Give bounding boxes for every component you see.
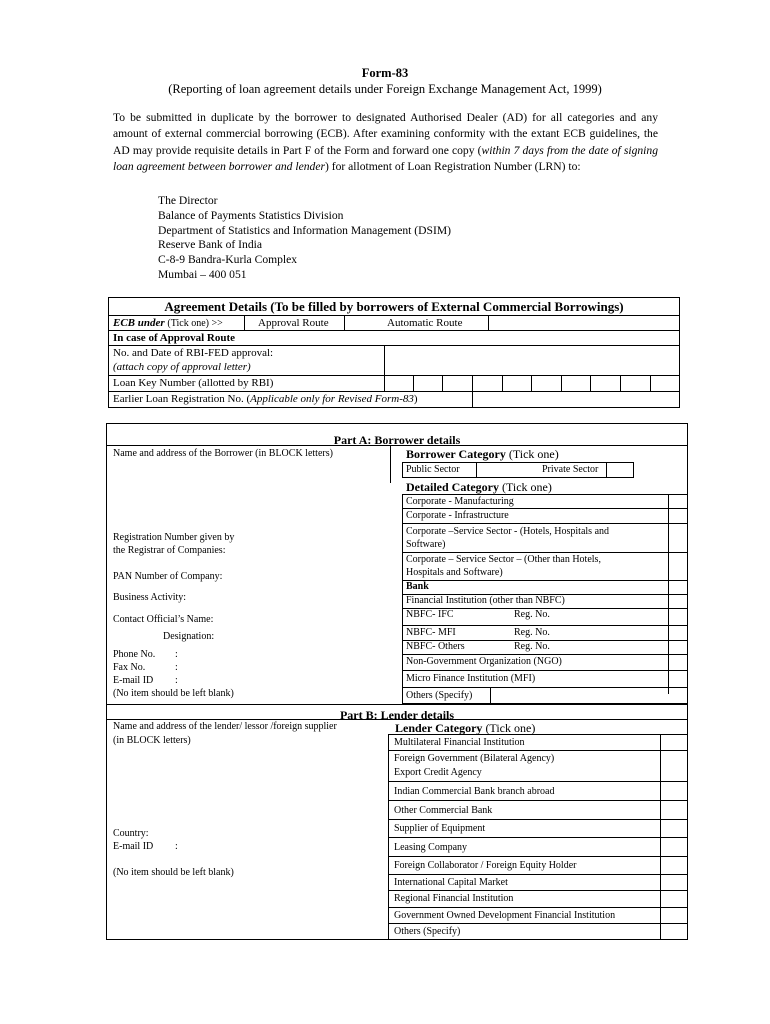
detailed-category-label xyxy=(406,480,552,495)
lender-indian-bank-abroad-option[interactable]: Indian Commercial Bank branch abroad xyxy=(394,786,555,797)
lender-name-label-cont: (in BLOCK letters) xyxy=(113,735,191,746)
lender-leasing-company-option[interactable]: Leasing Company xyxy=(394,842,468,853)
others-specify-option[interactable]: Others (Specify) xyxy=(406,690,473,701)
lender-email-colon: : xyxy=(175,841,178,852)
corp-service-other-option-cont: Hospitals and Software) xyxy=(406,567,503,578)
bank-option[interactable]: Bank xyxy=(406,581,429,592)
corp-service-hotels-option[interactable]: Corporate –Service Sector - (Hotels, Hospitals and xyxy=(406,526,610,537)
fax-colon: : xyxy=(175,662,178,673)
intro-paragraph xyxy=(113,110,658,176)
form-subtitle: (Reporting of loan agreement details under Foreign Exchange Management Act, 1999) xyxy=(168,82,602,96)
corp-service-hotels-option-cont: Software) xyxy=(406,539,446,550)
business-activity-label: Business Activity: xyxy=(113,592,187,603)
address-line: Balance of Payments Statistics Division xyxy=(158,208,344,222)
email-label: E-mail ID xyxy=(113,675,154,686)
lender-name-label: Name and address of the lender/ lessor /foreign supplier xyxy=(113,721,337,732)
corp-service-other-option[interactable]: Corporate – Service Sector – (Other than Hotels, xyxy=(406,554,601,565)
financial-institution-option[interactable]: Financial Institution (other than NBFC) xyxy=(406,595,565,606)
agreement-header: Agreement Details (To be filled by borrowers of External Commercial Borrowings) xyxy=(164,299,624,314)
corp-manufacturing-option[interactable]: Corporate - Manufacturing xyxy=(406,496,514,507)
fax-label: Fax No. xyxy=(113,662,146,673)
part-b-title: Part B: Lender details xyxy=(339,708,455,722)
part-a-header xyxy=(106,431,688,449)
intro-text-2: ) for allotment of Loan Registration Number (LRN) to: xyxy=(324,160,581,174)
automatic-route-option[interactable]: Automatic Route xyxy=(387,317,463,329)
rbi-fed-label: No. and Date of RBI-FED approval: xyxy=(113,347,274,359)
private-sector-option[interactable]: Private Sector xyxy=(542,464,599,475)
nbfc-mfi-reg-no: Reg. No. xyxy=(514,627,550,638)
lender-govt-dfi-option[interactable]: Government Owned Development Financial Institution xyxy=(394,910,616,921)
nbfc-mfi-option[interactable]: NBFC- MFI xyxy=(406,627,456,638)
address-line: The Director xyxy=(158,194,218,207)
loan-key-label: Loan Key Number (allotted by RBI) xyxy=(113,377,274,389)
registration-number-label: Registration Number given by xyxy=(113,532,235,543)
designation-label: Designation: xyxy=(163,631,215,642)
loan-key-number-field[interactable] xyxy=(385,376,679,390)
address-line: Mumbai – 400 051 xyxy=(158,267,247,281)
ecb-under: ECB under xyxy=(113,317,165,329)
pan-number-label: PAN Number of Company: xyxy=(113,571,223,582)
lender-regional-fi-option[interactable]: Regional Financial Institution xyxy=(394,893,514,904)
lender-no-blank-note: (No item should be left blank) xyxy=(113,867,234,878)
intro-text-1: To be submitted in duplicate by the borrower to designated Authorised Dealer (AD) for all categories and any amount of external commercial borrowing (ECB). After examining conformity with the extant ECB guidelines, the AD may provide requisite details in Part F of the Form and forward one copy ( xyxy=(113,111,658,157)
nbfc-others-reg-no: Reg. No. xyxy=(514,641,550,652)
earlier-lrn-italic: Applicable only for Revised Form-83 xyxy=(250,393,414,405)
nbfc-others-option[interactable]: NBFC- Others xyxy=(406,641,465,652)
lender-email-label: E-mail ID xyxy=(113,841,154,852)
lender-others-specify-option[interactable]: Others (Specify) xyxy=(394,926,461,937)
earlier-lrn-close: ) xyxy=(413,393,418,405)
address-line: C-8-9 Bandra-Kurla Complex xyxy=(158,253,298,267)
no-blank-note: (No item should be left blank) xyxy=(113,688,234,699)
tick-one-hint: (Tick one) xyxy=(485,721,536,735)
address-line: Department of Statistics and Information Management (DSIM) xyxy=(158,223,451,237)
tick-one-hint: (Tick one) xyxy=(508,447,559,461)
email-colon: : xyxy=(175,675,178,686)
address-line: Reserve Bank of India xyxy=(158,238,262,252)
contact-official-label: Contact Official’s Name: xyxy=(113,614,214,625)
part-a-title: Part A: Borrower details xyxy=(333,433,461,447)
ngo-option[interactable]: Non-Government Organization (NGO) xyxy=(406,656,562,667)
mfi-option[interactable]: Micro Finance Institution (MFI) xyxy=(406,673,536,684)
form-title: Form-83 xyxy=(361,66,409,80)
phone-label: Phone No. xyxy=(113,649,156,660)
lender-foreign-government-option[interactable]: Foreign Government (Bilateral Agency) xyxy=(394,753,555,764)
corp-infrastructure-option[interactable]: Corporate - Infrastructure xyxy=(406,510,509,521)
attach-note: (attach copy of approval letter) xyxy=(113,361,251,373)
tick-one-hint: (Tick one) xyxy=(501,480,552,494)
rbi-address xyxy=(158,194,451,283)
intro-text-italic: within 7 days from the date of signing loan agreement between borrower and lender xyxy=(113,143,658,174)
approval-route-option[interactable]: Approval Route xyxy=(258,317,329,329)
borrower-name-label: Name and address of the Borrower (in BLOCK letters) xyxy=(113,448,333,459)
lender-other-commercial-bank-option[interactable]: Other Commercial Bank xyxy=(394,805,493,816)
borrower-category-title: Borrower Category xyxy=(406,447,506,461)
detailed-category-title: Detailed Category xyxy=(406,480,499,494)
lender-category-title: Lender Category xyxy=(395,721,483,735)
lender-intl-capital-market-option[interactable]: International Capital Market xyxy=(394,877,508,888)
tick-one-hint: (Tick one) >> xyxy=(167,318,223,329)
nbfc-ifc-reg-no: Reg. No. xyxy=(514,609,550,620)
borrower-category-label xyxy=(406,447,559,462)
approval-case-label: In case of Approval Route xyxy=(113,332,236,344)
lender-foreign-collaborator-option[interactable]: Foreign Collaborator / Foreign Equity Holder xyxy=(394,860,577,871)
lender-multilateral-option[interactable]: Multilateral Financial Institution xyxy=(394,737,525,748)
lender-supplier-equipment-option[interactable]: Supplier of Equipment xyxy=(394,823,486,834)
earlier-lrn-text: Earlier Loan Registration No. ( xyxy=(113,393,251,405)
rbi-fed-approval-field[interactable] xyxy=(385,346,679,374)
registration-number-label-cont: the Registrar of Companies: xyxy=(113,545,226,556)
lender-export-credit-option[interactable]: Export Credit Agency xyxy=(394,767,482,778)
earlier-lrn-label xyxy=(113,393,418,405)
ecb-under-label xyxy=(113,317,223,329)
country-label: Country: xyxy=(113,828,149,839)
nbfc-ifc-option[interactable]: NBFC- IFC xyxy=(406,609,454,620)
public-sector-option[interactable]: Public Sector xyxy=(406,464,460,475)
phone-colon: : xyxy=(175,649,178,660)
